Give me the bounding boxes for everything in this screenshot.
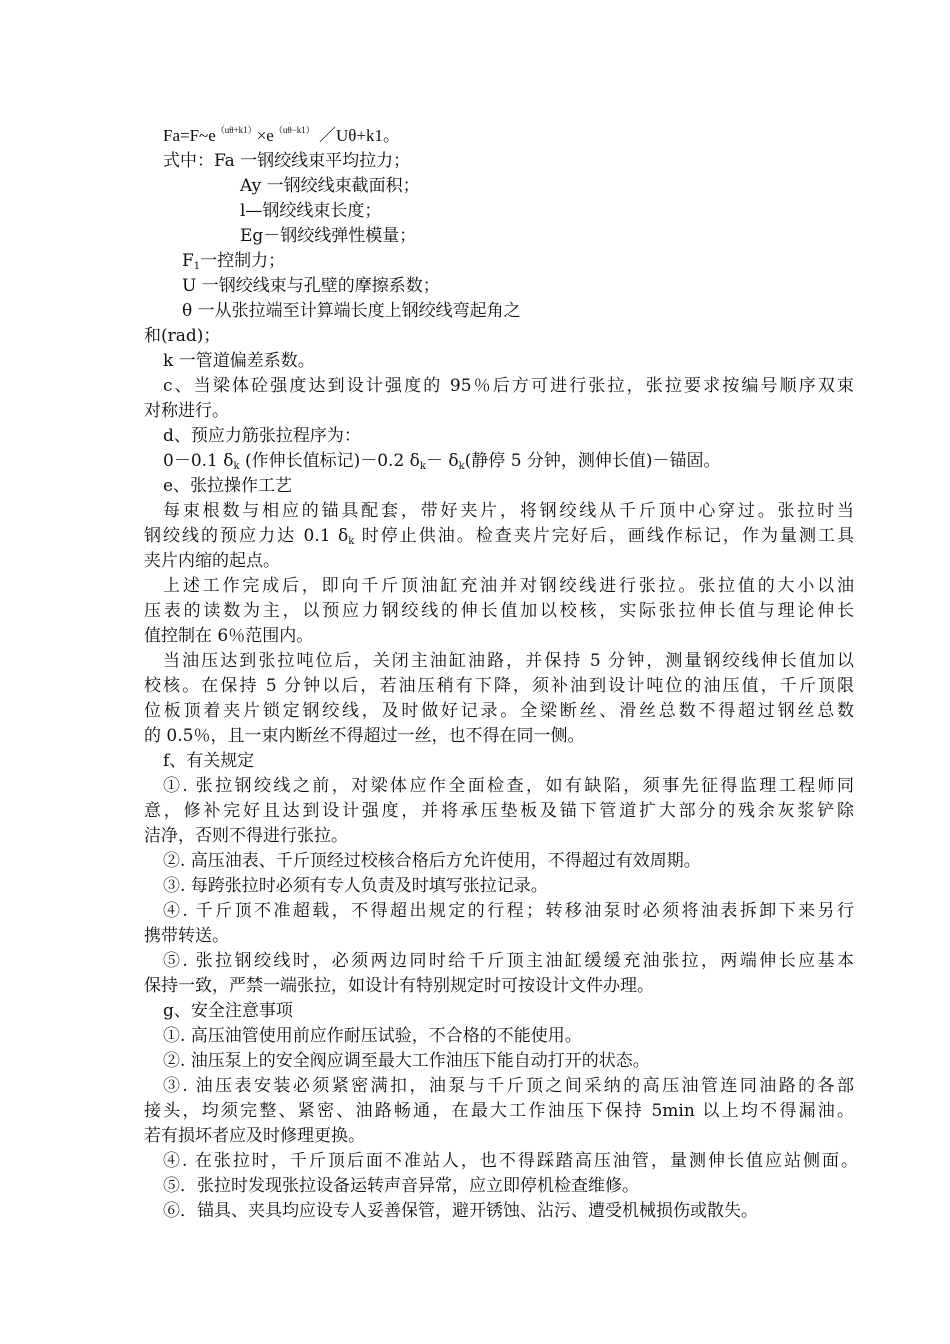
def-eg: Eg－钢绞线弹性模量； xyxy=(240,226,417,246)
para1-line2-b: 时停止供油。检查夹片完好后，画线作标记，作为量测工具 xyxy=(354,526,855,546)
section-f-item3: ③. 每跨张拉时必须有专人负责及时填写张拉记录。 xyxy=(163,876,548,896)
def-ay: Ay 一钢绞线束截面积； xyxy=(240,176,420,196)
section-c-line-1: c、当梁体砼强度达到设计强度的 95％后方可进行张拉，张拉要求按编号顺序双束 xyxy=(163,376,854,396)
section-g-item3-line-2: 接头，均须完整、紧密、油路畅通，在最大工作油压下保持 5min 以上均不得漏油。 xyxy=(144,1101,854,1121)
section-f-item4-line-2: 携带转送。 xyxy=(144,926,229,946)
section-e-para1-line-3: 夹片内缩的起点。 xyxy=(144,551,280,571)
seq-part-1: 0－0.1 δ xyxy=(163,451,234,471)
def-f1-symbol: F xyxy=(182,251,194,271)
section-g-heading: g、安全注意事项 xyxy=(163,1001,293,1021)
section-g-item6: ⑥．锚具、夹具均应设专人妥善保管，避开锈蚀、沾污、遭受机械损伤或散失。 xyxy=(163,1201,758,1221)
seq-sub-1: k xyxy=(233,461,240,472)
def-f1-subscript: 1 xyxy=(193,261,201,272)
section-e-para2-line-1: 上述工作完成后，即向千斤顶油缸充油并对钢绞线进行张拉。张拉值的大小以油 xyxy=(163,576,854,596)
tension-formula xyxy=(163,124,854,149)
section-f-item1-line-2: 意，修补完好且达到设计强度，并将承压垫板及锚下管道扩大部分的残余灰浆铲除 xyxy=(144,801,854,821)
seq-sub-2: k xyxy=(419,461,426,472)
section-f-item5-line-2: 保持一致，严禁一端张拉，如设计有特别规定时可按设计文件办理。 xyxy=(144,976,654,996)
section-d-heading: d、预应力筋张拉程序为： xyxy=(163,426,361,446)
section-f-heading: f、有关规定 xyxy=(163,751,255,771)
section-f-item4-line-1: ④. 千斤顶不准超载，不得超出规定的行程；转移油泵时必须将油表拆卸下来另行 xyxy=(163,901,854,921)
section-e-para3-line-1: 当油压达到张拉吨位后，关闭主油缸油路，并保持 5 分钟，测量钢绞线伸长值加以 xyxy=(163,651,854,671)
section-f-item1-line-3: 洁净，否则不得进行张拉。 xyxy=(144,826,348,846)
def-theta: θ 一从张拉端至计算端长度上钢绞线弯起角之 xyxy=(182,301,521,321)
section-g-item4: ④. 在张拉时，千斤顶后面不准站人，也不得踩踏高压油管，量测伸长值应站侧面。 xyxy=(163,1151,858,1171)
formula-part-a: Fa=F~e xyxy=(163,126,216,145)
section-f-item5-line-1: ⑤. 张拉钢绞线时，必须两边同时给千斤顶主油缸缓缓充油张拉，两端伸长应基本 xyxy=(163,951,854,971)
def-k: k 一管道偏差系数。 xyxy=(163,351,315,371)
formula-exponent-1: （uθ+k1） xyxy=(215,125,257,135)
def-u: U 一钢绞线束与孔壁的摩擦系数； xyxy=(182,276,440,296)
section-e-para3-line-2: 校核。在保持 5 分钟以后，若油压稍有下降，须补油到设计吨位的油压值，千斤顶限 xyxy=(144,676,854,696)
seq-part-3: － δ xyxy=(425,451,459,471)
section-e-para2-line-3: 值控制在 6％范围内。 xyxy=(144,626,314,646)
section-g-item2: ②. 油压泵上的安全阀应调至最大工作油压下能自动打开的状态。 xyxy=(163,1051,650,1071)
section-e-para1-line-2 xyxy=(144,524,854,549)
tension-sequence xyxy=(163,449,854,474)
section-e-heading: e、张拉操作工艺 xyxy=(163,476,293,496)
section-e-para3-line-3: 位板顶着夹片锁定钢绞线，及时做好记录。全梁断丝、滑丝总数不得超过钢丝总数 xyxy=(144,701,854,721)
seq-part-4: (静停 5 分钟，测伸长值)－锚固。 xyxy=(464,451,721,471)
section-e-para1-line-1: 每束根数与相应的锚具配套，带好夹片，将钢绞线从千斤顶中心穿过。张拉时当 xyxy=(163,501,854,521)
formula-exponent-2: （uθ−k1） xyxy=(273,125,315,135)
def-l: l—钢绞线束长度； xyxy=(240,201,382,221)
section-f-item1-line-1: ①. 张拉钢绞线之前，对梁体应作全面检查，如有缺陷，须事先征得监理工程师同 xyxy=(163,776,854,796)
section-g-item3-line-1: ③. 油压表安装必须紧密满扣，油泵与千斤顶之间采纳的高压油管连同油路的各部 xyxy=(163,1076,854,1096)
section-e-para2-line-2: 压表的读数为主，以预应力钢绞线的伸长值加以校核，实际张拉伸长值与理论伸长 xyxy=(144,601,854,621)
def-f1 xyxy=(182,249,854,274)
section-f-item2: ②. 高压油表、千斤顶经过校核合格后方允许使用，不得超过有效周期。 xyxy=(163,851,701,871)
section-g-item5: ⑤．张拉时发现张拉设备运转声音异常，应立即停机检查维修。 xyxy=(163,1176,639,1196)
para1-line2-sub: k xyxy=(348,536,355,547)
section-g-item3-line-3: 若有损坏者应及时修理更换。 xyxy=(144,1126,365,1146)
def-fa: 式中：Fa 一钢绞线束平均拉力； xyxy=(163,151,411,171)
def-theta-cont: 和(rad)； xyxy=(144,326,221,346)
def-f1-text: 一控制力； xyxy=(200,251,286,271)
seq-part-2: (作伸长值标记)－0.2 δ xyxy=(239,451,420,471)
section-g-item1: ①. 高压油管使用前应作耐压试验，不合格的不能使用。 xyxy=(163,1026,582,1046)
formula-part-b: ×e xyxy=(256,126,274,145)
para1-line2-a: 钢绞线的预应力达 0.1 δ xyxy=(144,526,349,546)
seq-sub-3: k xyxy=(458,461,465,472)
section-e-para3-line-4: 的 0.5％，且一束内断丝不得超过一丝，也不得在同一侧。 xyxy=(144,726,585,746)
formula-part-c: ／Uθ+k1。 xyxy=(314,126,400,145)
section-c-line-2: 对称进行。 xyxy=(144,401,229,421)
